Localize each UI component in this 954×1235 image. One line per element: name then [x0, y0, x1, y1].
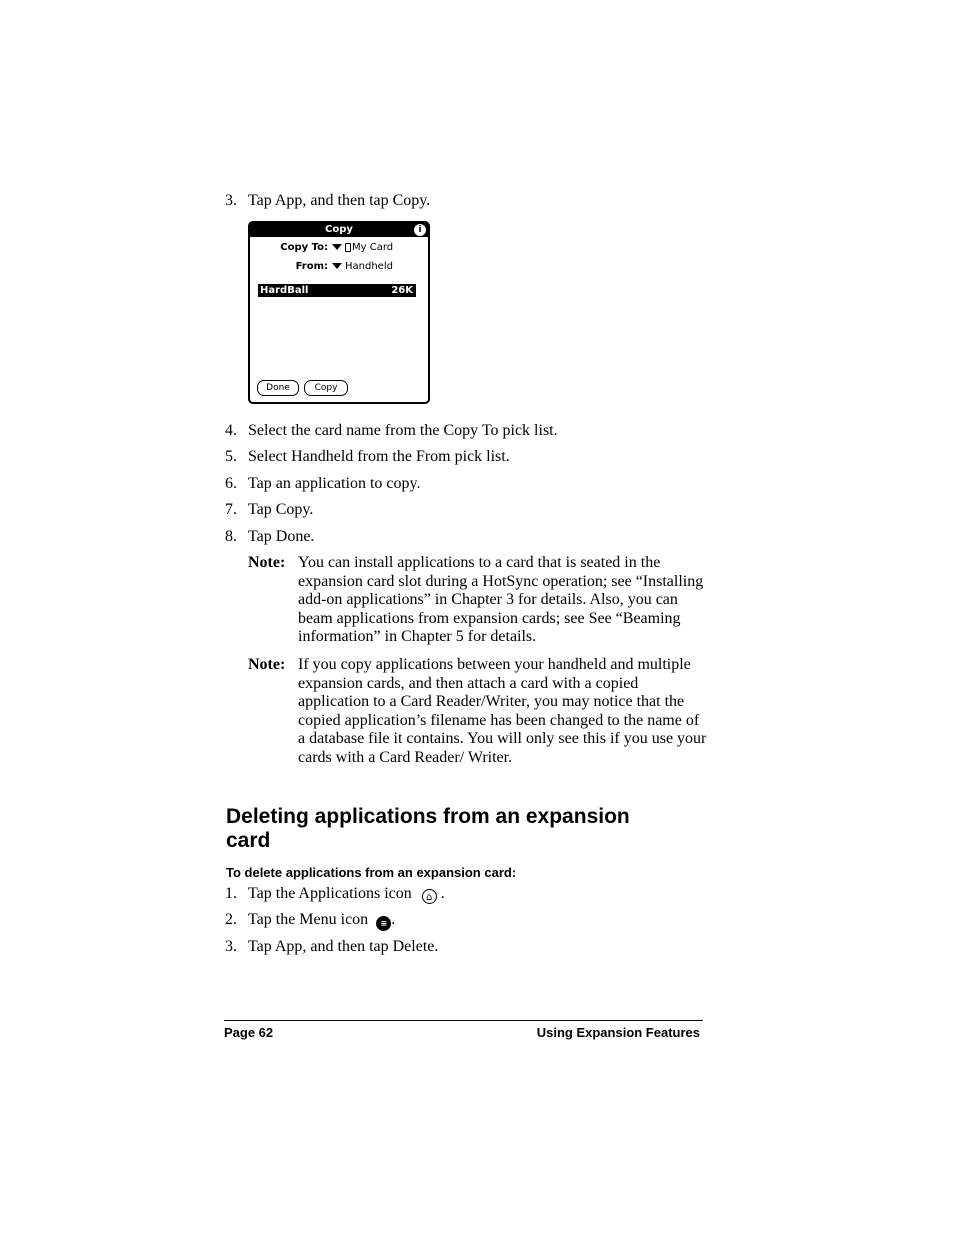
- step-text: Tap Copy.: [248, 501, 314, 518]
- step-text: Tap an application to copy.: [248, 475, 421, 492]
- step-2-menu: [225, 910, 395, 931]
- step-text: Select the card name from the Copy To pick list.: [248, 422, 558, 439]
- step-number: 8.: [225, 528, 237, 545]
- chapter-title: Using Expansion Features: [536, 1025, 700, 1040]
- copy-to-row: [252, 242, 393, 254]
- card-icon: [345, 243, 351, 252]
- step-number: 1.: [225, 885, 237, 902]
- done-button[interactable]: Done: [257, 380, 299, 396]
- note-label: Note:: [248, 554, 286, 571]
- app-list-item-selected[interactable]: [258, 284, 416, 297]
- note-text: If you copy applications between your handheld and multiple expansion cards, and then attach a card with a copied application to a Card Reader/Writer, you may notice that the copied application’s filename has been changed to the name of a database file it contains. You will only see this if you use your cards with a Card Reader/ Writer.: [298, 656, 707, 766]
- copy-button[interactable]: Copy: [304, 380, 348, 396]
- dialog-title: Copy: [325, 224, 353, 235]
- dropdown-arrow-icon[interactable]: [332, 244, 342, 250]
- step-4: [225, 421, 558, 441]
- copy-to-label: Copy To:: [280, 242, 328, 253]
- copy-to-picklist[interactable]: My Card: [352, 242, 394, 253]
- step-text: Tap the Applications icon: [248, 885, 412, 902]
- footer-rule: [224, 1020, 703, 1021]
- applications-icon: ⌂: [422, 889, 437, 904]
- page-number: Page 62: [224, 1025, 274, 1040]
- app-name: HardBall: [260, 285, 309, 296]
- from-row: [252, 261, 393, 273]
- step-number: 3.: [225, 938, 237, 955]
- step-number: 2.: [225, 911, 237, 928]
- step-8: [225, 527, 314, 547]
- step-text: Tap the Menu icon: [248, 911, 369, 928]
- step-text: Select Handheld from the From pick list.: [248, 448, 510, 465]
- step-number: 7.: [225, 501, 237, 518]
- step-3-delete: [225, 937, 438, 957]
- from-label: From:: [295, 261, 328, 272]
- procedure-heading: To delete applications from an expansion card:: [226, 865, 517, 880]
- note-label: Note:: [248, 656, 286, 673]
- copy-dialog-screenshot: [248, 221, 430, 404]
- step-number: 4.: [225, 422, 237, 439]
- note-text: You can install applications to a card that is seated in the expansion card slot during a HotSync operation; see “Installing add-on applications” in Chapter 3 for details. Also, you can beam applications from expansion cards; see See “Beaming information” in Chapter 5 for details.: [298, 554, 704, 646]
- step-5: [225, 447, 510, 467]
- dialog-title-bar: [250, 223, 428, 237]
- step-text: Tap App, and then tap Copy.: [248, 192, 431, 209]
- step-number: 5.: [225, 448, 237, 465]
- step-text: Tap App, and then tap Delete.: [248, 938, 439, 955]
- menu-icon: ≡: [376, 916, 391, 931]
- section-heading: Deleting applications from an expansion card: [226, 805, 630, 852]
- from-picklist[interactable]: Handheld: [345, 261, 393, 272]
- step-number: 6.: [225, 475, 237, 492]
- step-text: Tap Done.: [248, 528, 315, 545]
- step-number: 3.: [225, 192, 237, 209]
- step-text-end: .: [391, 911, 396, 928]
- app-size: 26K: [391, 285, 413, 296]
- step-1-applications: [225, 884, 445, 904]
- step-text-end: .: [440, 885, 445, 902]
- step-7: [225, 500, 313, 520]
- step-6: [225, 474, 420, 494]
- step-3-copy: [225, 191, 430, 211]
- info-icon[interactable]: i: [414, 224, 426, 236]
- dropdown-arrow-icon[interactable]: [332, 263, 342, 269]
